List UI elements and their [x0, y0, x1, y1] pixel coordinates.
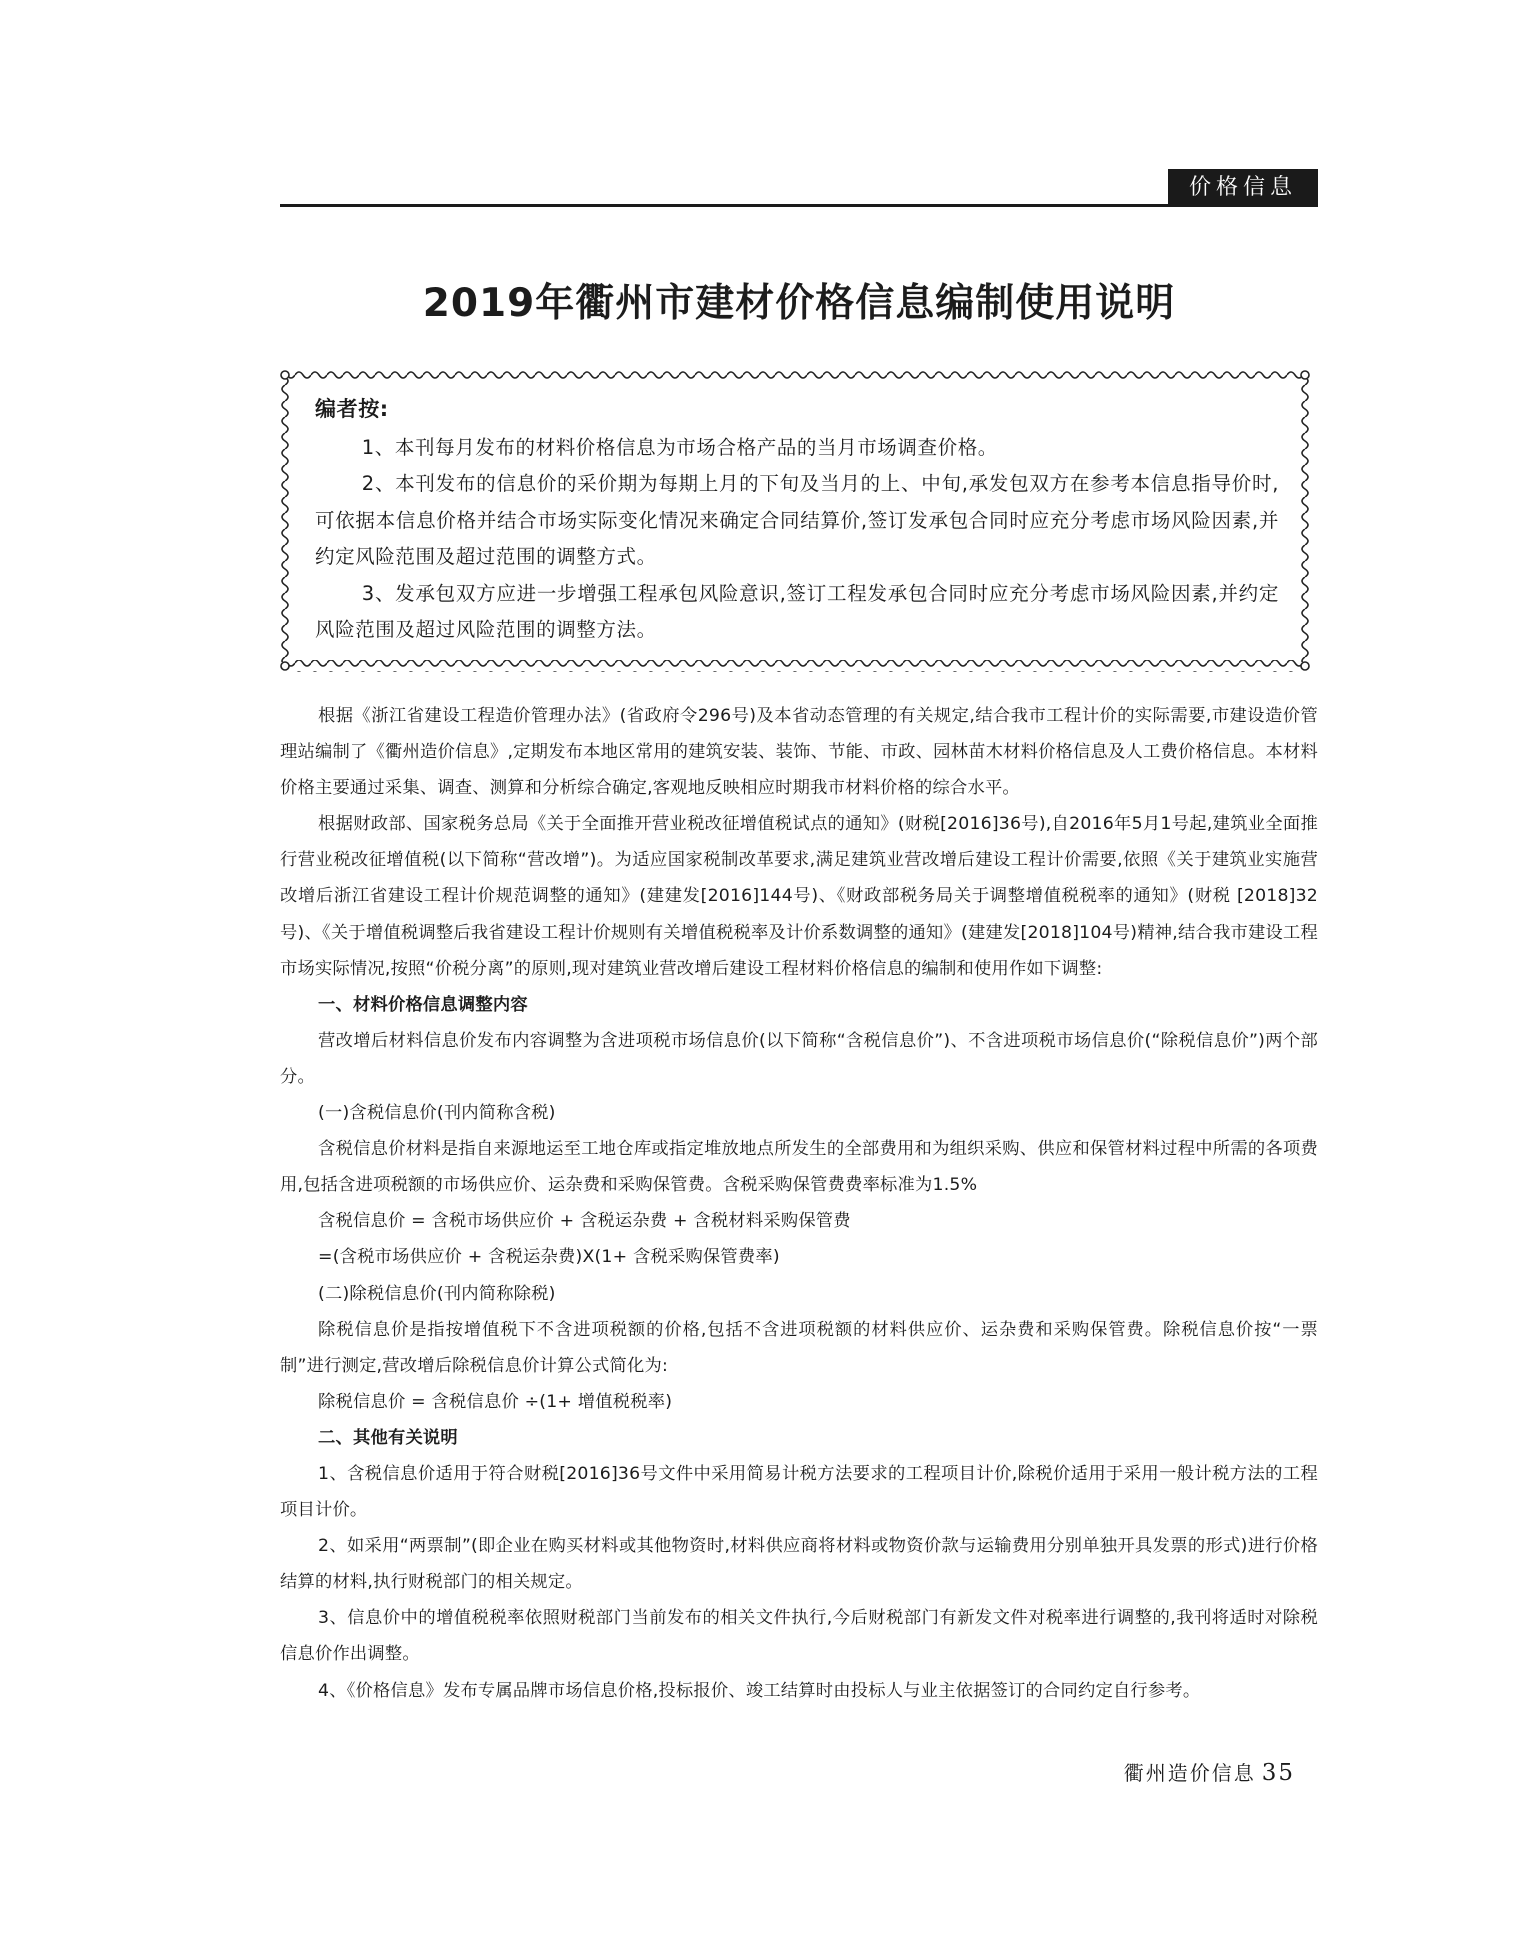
page-footer [1124, 1757, 1295, 1786]
editor-note-item: 1、本刊每月发布的材料价格信息为市场合格产品的当月市场调查价格。 [361, 435, 998, 459]
intro-paragraph: 根据《浙江省建设工程造价管理办法》(省政府令296号)及本省动态管理的有关规定,结合我市工程计价的实际需要,市建设造价管理站编制了《衢州造价信息》,定期发布本地区常用的建筑安装、装饰、节能、市政、园林苗木材料价格信息及人工费价格信息。本材料价格主要通过采集、调查、测算和分析综合确定,客观地反映相应时期我市材料价格的综合水平。 [280, 706, 1318, 799]
note-item: 1、含税信息价适用于符合财税[2016]36号文件中采用简易计税方法要求的工程项目计价,除税价适用于采用一般计税方法的工程项目计价。 [280, 1463, 1318, 1521]
note-item: 3、信息价中的增值税税率依照财税部门当前发布的相关文件执行,今后财税部门有新发文件对税率进行调整的,我刊将适时对除税信息价作出调整。 [280, 1608, 1318, 1665]
subsection-heading: (一)含税信息价(刊内简称含税) [318, 1103, 556, 1124]
editor-note-label: 编者按: [315, 397, 389, 421]
formula: 含税信息价 = 含税市场供应价 + 含税运杂费 + 含税材料采购保管费 [318, 1211, 851, 1232]
paragraph: 除税信息价是指按增值税下不含进项税额的价格,包括不含进项税额的材料供应价、运杂费和采购保管费。除税信息价按“一票制”进行测定,营改增后除税信息价计算公式简化为: [280, 1319, 1318, 1376]
section-heading: 二、其他有关说明 [318, 1427, 458, 1448]
header-rule [280, 204, 1318, 207]
note-item: 2、如采用“两票制”(即企业在购买材料或其他物资时,材料供应商将材料或物资价款与运输费用分别单独开具发票的形式)进行价格结算的材料,执行财税部门的相关规定。 [280, 1536, 1318, 1593]
subsection-heading: (二)除税信息价(刊内简称除税) [318, 1283, 556, 1304]
publication-name: 衢州造价信息 [1123, 1761, 1256, 1785]
formula: 除税信息价 = 含税信息价 ÷(1+ 增值税税率) [318, 1391, 673, 1412]
editor-note-box [279, 369, 1311, 672]
note-item: 4、《价格信息》发布专属品牌市场信息价格,投标报价、竣工结算时由投标人与业主依据签订的合同约定自行参考。 [318, 1680, 1201, 1701]
intro-paragraph: 根据财政部、国家税务总局《关于全面推开营业税改征增值税试点的通知》(财税[2016]36号),自2016年5月1号起,建筑业全面推行营业税改征增值税(以下简称“营改增”)。为适应国家税制改革要求,满足建筑业营改增后建设工程计价需要,依照《关于建筑业实施营改增后浙江省建设工程计价规范调整的通知》(建建发[2016]144号)、《财政部税务局关于调整增值税税率的通知》(财税 [2018]32号)、《关于增值税调整后我省建设工程计价规则有关增值税税率及计价系数调整的通知》(建建发[2018]104号)精神,结合我市建设工程市场实际情况,按照“价税分离”的原则,现对建筑业营改增后建设工程材料价格信息的编制和使用作如下调整: [280, 814, 1318, 979]
editor-note-item: 3、发承包双方应进一步增强工程承包风险意识,签订工程发承包合同时应充分考虑市场风险因素,并约定风险范围及超过风险范围的调整方法。 [315, 581, 1279, 641]
main-body [280, 698, 1318, 1709]
page-number: 35 [1261, 1760, 1295, 1786]
page-title: 2019年衢州市建材价格信息编制使用说明 [422, 281, 1176, 326]
paragraph: 含税信息价材料是指自来源地运至工地仓库或指定堆放地点所发生的全部费用和为组织采购、供应和保管材料过程中所需的各项费用,包括含进项税额的市场供应价、运杂费和采购保管费。含税采购保管费费率标准为1.5% [280, 1139, 1318, 1196]
section-heading: 一、材料价格信息调整内容 [318, 994, 528, 1015]
section-tag: 价格信息 [1168, 169, 1318, 207]
editor-note-item: 2、本刊发布的信息价的采价期为每期上月的下旬及当月的上、中旬,承发包双方在参考本信息指导价时,可依据本信息价格并结合市场实际变化情况来确定合同结算价,签订发承包合同时应充分考虑市场风险因素,并约定风险范围及超过范围的调整方式。 [315, 472, 1279, 568]
paragraph: 营改增后材料信息价发布内容调整为含进项税市场信息价(以下简称“含税信息价”)、不含进项税市场信息价(“除税信息价”)两个部分。 [280, 1030, 1318, 1087]
formula: =(含税市场供应价 + 含税运杂费)X(1+ 含税采购保管费率) [318, 1247, 780, 1268]
